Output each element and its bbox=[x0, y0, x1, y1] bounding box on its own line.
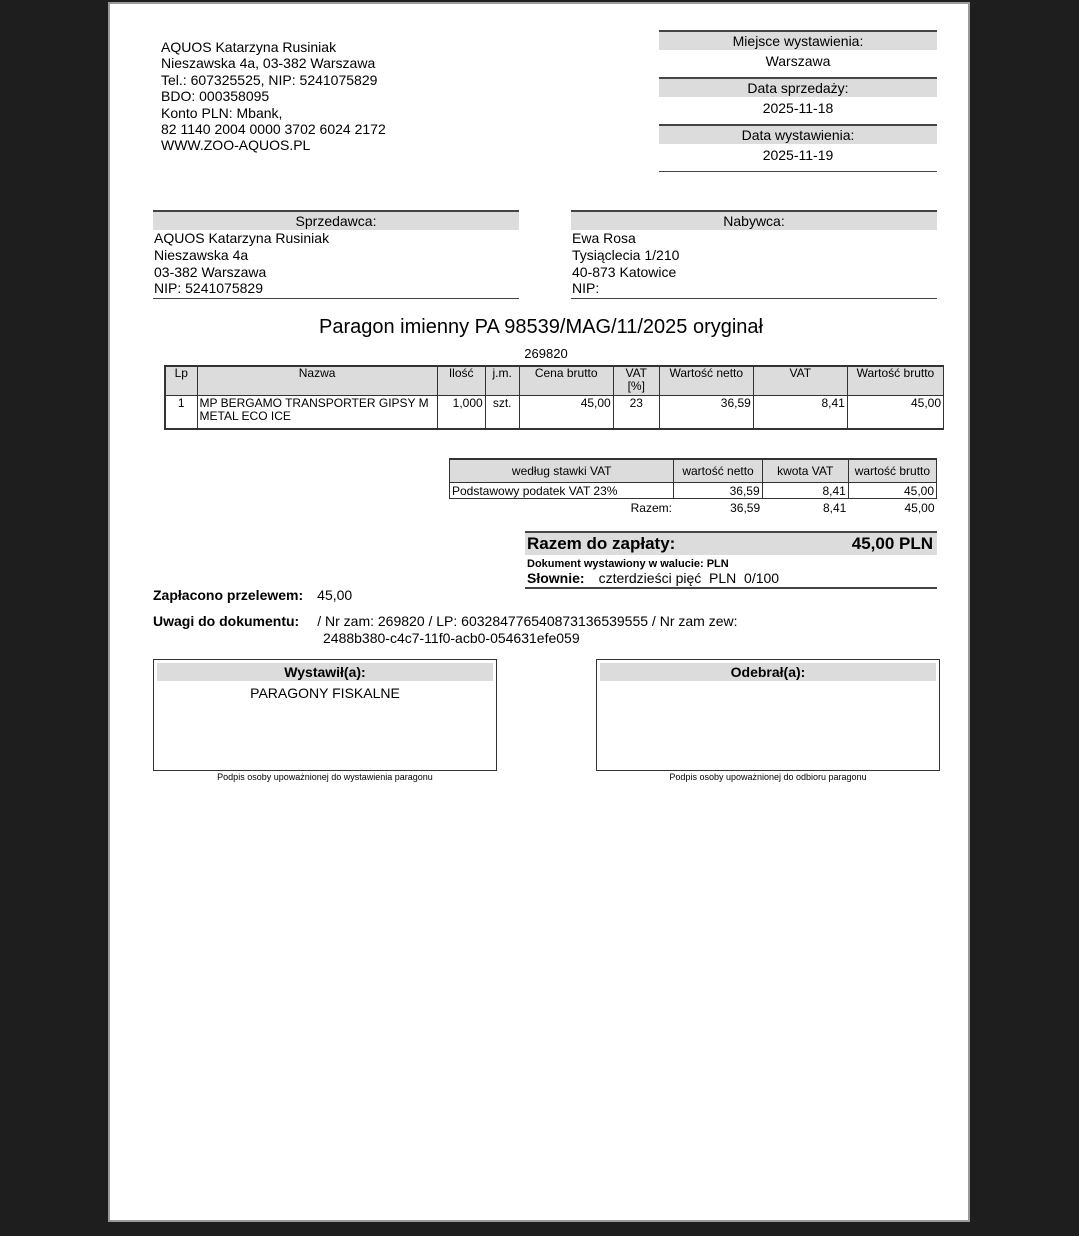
amount-in-words bbox=[525, 570, 937, 589]
words-value: czterdzieści pięć PLN 0/100 bbox=[598, 570, 780, 586]
seller-line: AQUOS Katarzyna Rusiniak bbox=[154, 230, 330, 246]
vat-total-net: 36,59 bbox=[730, 500, 761, 515]
col-header: Cena brutto bbox=[519, 366, 613, 396]
col-header: Nazwa bbox=[197, 366, 437, 396]
seller-line: Nieszawska 4a bbox=[154, 246, 249, 263]
items-table bbox=[164, 365, 944, 430]
issued-by-box bbox=[153, 659, 497, 771]
cell-name: MP BERGAMO TRANSPORTER GIPSY M METAL ECO ICE bbox=[197, 396, 437, 430]
seller-box bbox=[153, 210, 519, 299]
company-header bbox=[161, 39, 386, 154]
payment-info bbox=[153, 587, 352, 603]
cell-vat-rate: 23 bbox=[613, 396, 659, 430]
seller-label: Sprzedawca: bbox=[153, 210, 519, 230]
cell-lp: 1 bbox=[165, 396, 197, 430]
buyer-box bbox=[571, 210, 937, 299]
issued-by-caption: Podpis osoby upoważnionej do wystawienia paragonu bbox=[217, 772, 433, 782]
company-line: Nieszawska 4a, 03-382 Warszawa bbox=[161, 55, 376, 72]
notes-line-2: 2488b380-c4c7-11f0-acb0-054631efe059 bbox=[323, 630, 580, 646]
table-row bbox=[450, 483, 937, 499]
items-header-row bbox=[165, 366, 944, 396]
cell-price: 45,00 bbox=[519, 396, 613, 430]
col-header: wartość brutto bbox=[848, 459, 936, 483]
meta-divider bbox=[659, 171, 937, 172]
issued-by-label: Wystawił(a): bbox=[157, 663, 493, 681]
issued-by-value: PARAGONY FISKALNE bbox=[250, 685, 400, 701]
place-value: Warszawa bbox=[765, 53, 831, 69]
col-header: Wartość netto bbox=[659, 366, 753, 396]
total-amount: 45,00 PLN bbox=[851, 534, 933, 553]
vat-gross: 45,00 bbox=[848, 483, 936, 499]
document-notes bbox=[153, 613, 738, 647]
vat-total-gross: 45,00 bbox=[904, 500, 935, 515]
cell-net: 36,59 bbox=[659, 396, 753, 430]
notes-label: Uwagi do dokumentu: bbox=[153, 613, 300, 629]
company-line: Tel.: 607325525, NIP: 5241075829 bbox=[161, 71, 378, 88]
col-header: VAT [%] bbox=[613, 366, 659, 396]
vat-header-row bbox=[450, 459, 937, 483]
buyer-label: Nabywca: bbox=[571, 210, 937, 230]
col-header: Ilość bbox=[437, 366, 485, 396]
document-page bbox=[108, 2, 970, 1222]
received-by-caption: Podpis osoby upoważnionej do odbioru paragonu bbox=[669, 772, 867, 782]
document-title: Paragon imienny PA 98539/MAG/11/2025 oryginał bbox=[319, 316, 763, 338]
notes-line-1: / Nr zam: 269820 / LP: 6032847765408731365395​55 / Nr zam zew: bbox=[317, 613, 738, 629]
document-number: 269820 bbox=[524, 346, 568, 361]
col-header: według stawki VAT bbox=[450, 459, 674, 483]
company-line: WWW.ZOO-AQUOS.PL bbox=[161, 137, 311, 154]
payment-value: 45,00 bbox=[317, 587, 353, 603]
vat-total-row bbox=[450, 499, 937, 517]
col-header: wartość netto bbox=[674, 459, 762, 483]
company-line: BDO: 000358095 bbox=[161, 88, 270, 105]
vat-amount: 8,41 bbox=[762, 483, 848, 499]
issue-date-value: 2025-11-19 bbox=[762, 147, 834, 163]
vat-rate-name: Podstawowy podatek VAT 23% bbox=[450, 483, 674, 499]
company-line: 82 1140 2004 0000 3702 6024 2172 bbox=[161, 121, 386, 138]
col-header: kwota VAT bbox=[762, 459, 848, 483]
col-header: Wartość brutto bbox=[847, 366, 943, 396]
seller-line: 03-382 Warszawa bbox=[154, 263, 267, 280]
company-line: Konto PLN: Mbank, bbox=[161, 104, 283, 121]
total-box bbox=[525, 531, 937, 589]
vat-total-amount: 8,41 bbox=[822, 500, 847, 515]
col-header: Lp bbox=[165, 366, 197, 396]
vat-total-label: Razem: bbox=[630, 500, 672, 515]
buyer-line: 40-873 Katowice bbox=[572, 263, 677, 280]
received-by-box bbox=[596, 659, 940, 771]
issue-date-label: Data wystawienia: bbox=[659, 124, 937, 144]
cell-gross: 45,00 bbox=[847, 396, 943, 430]
cell-unit: szt. bbox=[485, 396, 519, 430]
sale-date-value: 2025-11-18 bbox=[762, 100, 834, 116]
seller-line: NIP: 5241075829 bbox=[154, 280, 263, 297]
company-line: AQUOS Katarzyna Rusiniak bbox=[161, 39, 337, 55]
table-row bbox=[165, 396, 944, 430]
cell-qty: 1,000 bbox=[437, 396, 485, 430]
document-meta bbox=[659, 30, 937, 172]
words-label: Słownie: bbox=[527, 570, 585, 586]
buyer-line: NIP: bbox=[572, 280, 600, 297]
received-by-label: Odebrał(a): bbox=[600, 663, 936, 681]
currency-note: Dokument wystawiony w walucie: PLN bbox=[527, 558, 729, 570]
vat-summary-table bbox=[449, 458, 937, 516]
payment-label: Zapłacono przelewem: bbox=[153, 587, 304, 603]
buyer-line: Ewa Rosa bbox=[572, 230, 636, 246]
buyer-line: Tysiąclecia 1/210 bbox=[572, 246, 680, 263]
cell-vat: 8,41 bbox=[753, 396, 847, 430]
col-header: VAT bbox=[753, 366, 847, 396]
vat-net: 36,59 bbox=[674, 483, 762, 499]
sale-date-label: Data sprzedaży: bbox=[659, 77, 937, 97]
place-label: Miejsce wystawienia: bbox=[659, 30, 937, 50]
col-header: j.m. bbox=[485, 366, 519, 396]
total-label: Razem do zapłaty: bbox=[527, 534, 676, 553]
